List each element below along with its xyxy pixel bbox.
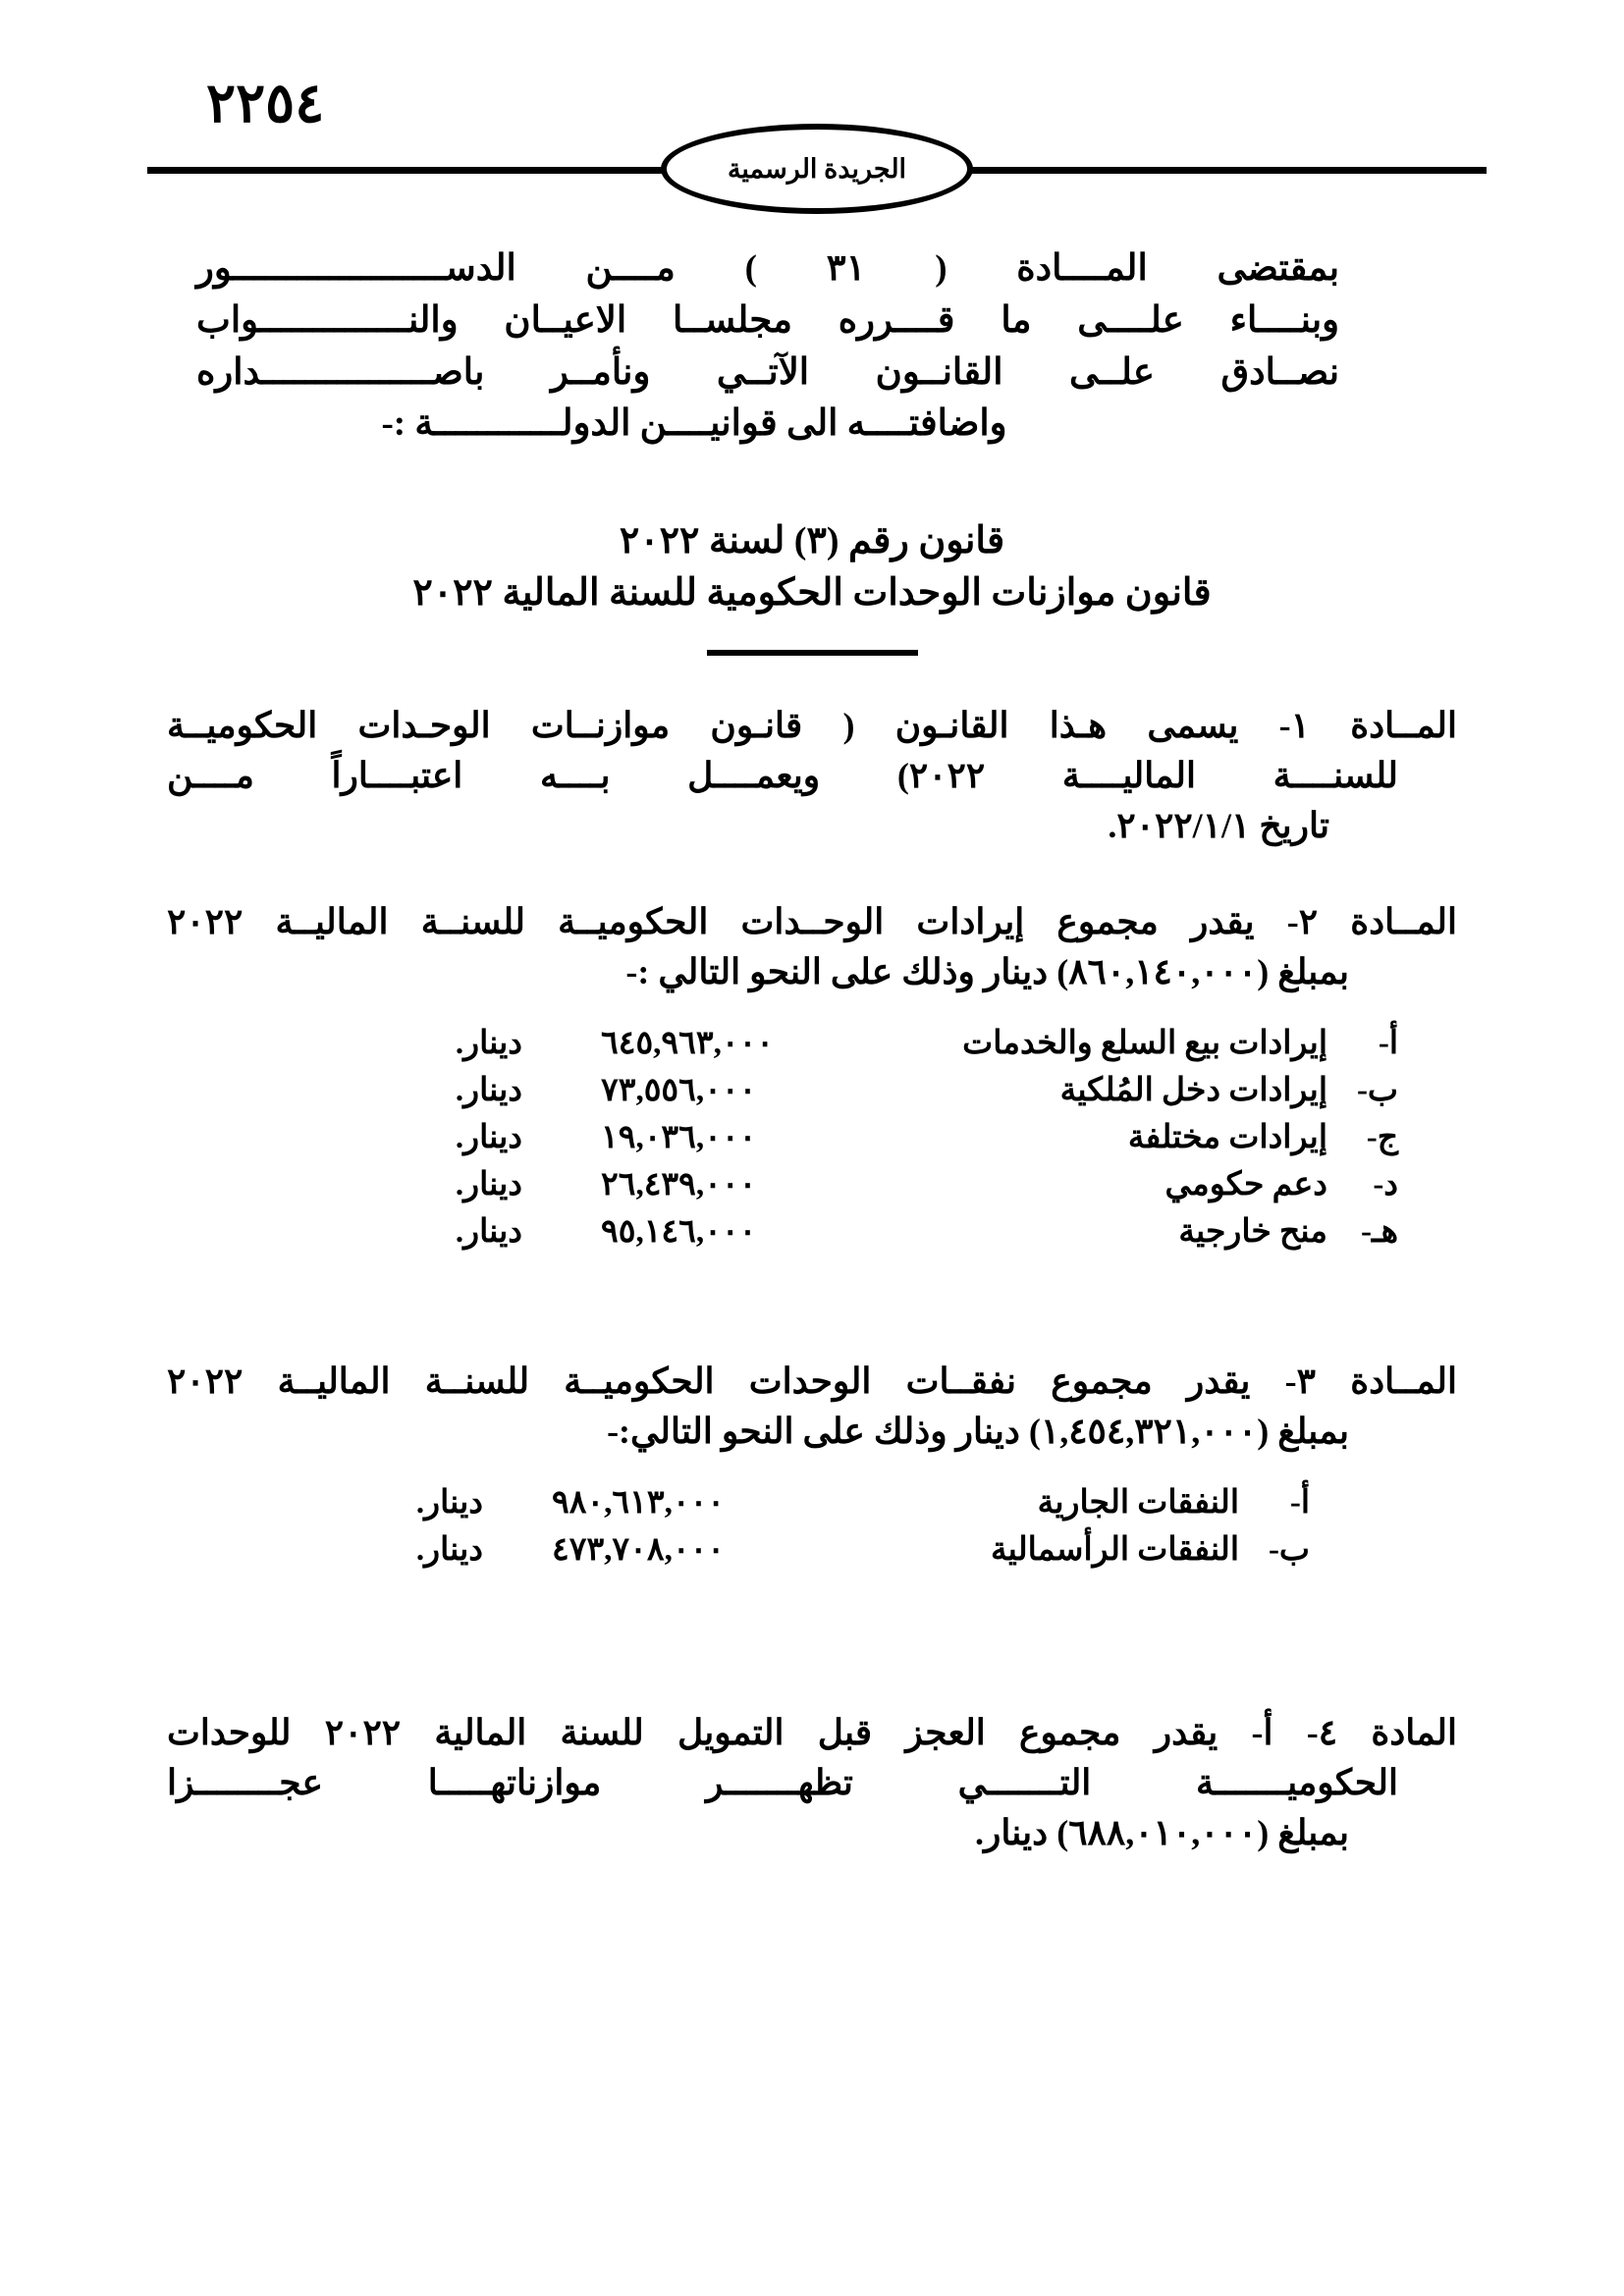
preamble-block (167, 245, 1457, 449)
revenue-item-amount: ٦٤٥,٩٦٣,٠٠٠ (601, 1025, 775, 1061)
article-1 (167, 701, 1457, 851)
preamble-line-1: بمقتضى المــــادة ( ٣١ ) مــــن الدســــــــــــــــــــور (196, 248, 1339, 289)
revenue-item-unit: دينار. (455, 1166, 522, 1202)
section-gap (167, 1255, 1457, 1311)
expense-item-unit: دينار. (415, 1531, 483, 1568)
article-4-line-3: بمبلغ (٦٨٨,٠١٠,٠٠٠) دينار. (974, 1813, 1349, 1853)
revenue-item-label: منح خارجية (1178, 1213, 1327, 1250)
revenue-item-key: أ- (1378, 1025, 1398, 1061)
preamble-line-4: واضافتــــه الى قوانيــــن الدولــــــــــــة :- (381, 403, 1007, 445)
table-row (405, 1066, 1398, 1113)
article-2-line-2: بمبلغ (٨٦٠,١٤٠,٠٠٠) دينار وذلك على النحو التالي :- (625, 951, 1349, 991)
title-divider (707, 650, 918, 656)
table-row (365, 1478, 1310, 1525)
revenue-item-label: إيرادات دخل المُلكية (1059, 1072, 1327, 1108)
revenue-item-label: دعم حكومي (1164, 1166, 1327, 1202)
table-row (405, 1019, 1398, 1066)
gazette-name: الجريدة الرسمية (727, 153, 907, 184)
revenue-item-key: ج- (1366, 1119, 1398, 1155)
article-2-line-1: المــادة ٢- يقدر مجموع إيرادات الوحــدات الحكوميــة للسنــة الماليــة ٢٠٢٢ (167, 901, 1457, 941)
revenue-item-unit: دينار. (455, 1072, 522, 1108)
revenue-item-label: إيرادات مختلفة (1127, 1119, 1327, 1155)
document-body (0, 245, 1624, 1858)
article-2 (167, 897, 1457, 1255)
article-1-line-1: المــادة ١- يسمى هـذا القانـون ( قانـون موازنــات الوحـدات الحكوميــة (167, 706, 1457, 746)
article-4-line-2: الحكوميـــــــة التـــــــي تظهـــــــر موازناتهـــــا عجــــــــزا (167, 1763, 1398, 1803)
article-1-line-3: تاريخ ٢٠٢٢/١/١. (1108, 806, 1329, 846)
revenue-item-amount: ٩٥,١٤٦,٠٠٠ (601, 1213, 757, 1250)
expense-item-unit: دينار. (415, 1484, 483, 1521)
revenue-item-label: إيرادات بيع السلع والخدمات (962, 1025, 1327, 1061)
section-gap (167, 1573, 1457, 1663)
law-title-block (167, 515, 1457, 656)
expense-item-amount: ٩٨٠,٦١٣,٠٠٠ (552, 1484, 726, 1521)
expense-item-amount: ٤٧٣,٧٠٨,٠٠٠ (552, 1531, 726, 1568)
page-number: ٢٢٥٤ (206, 74, 325, 134)
expense-item-label: النفقات الرأسمالية (990, 1531, 1239, 1568)
expense-item-label: النفقات الجارية (1037, 1484, 1239, 1521)
law-subject-title: قانون موازنات الوحدات الحكومية للسنة المالية ٢٠٢٢ (412, 571, 1212, 614)
article-3-line-2: بمبلغ (١,٤٥٤,٣٢١,٠٠٠) دينار وذلك على النحو التالي:- (607, 1411, 1349, 1451)
article-1-line-2: للسنــــة الماليــــة ٢٠٢٢) ويعمــــل بــــه اعتبــــاراً مــــن (167, 756, 1398, 796)
masthead (147, 74, 1487, 214)
revenue-item-unit: دينار. (455, 1119, 522, 1155)
expense-item-key: أ- (1289, 1484, 1310, 1521)
revenue-item-amount: ٢٦,٤٣٩,٠٠٠ (601, 1166, 757, 1202)
revenue-item-unit: دينار. (455, 1213, 522, 1250)
revenue-item-key: د- (1373, 1166, 1398, 1202)
gazette-emblem (661, 124, 973, 214)
revenue-items-table (405, 1019, 1398, 1255)
article-3 (167, 1357, 1457, 1573)
expense-items-table (365, 1478, 1310, 1573)
preamble-line-3: نصــادق علــى القانــون الآتــي ونأمــر باصــــــــــــــــداره (196, 351, 1339, 393)
revenue-item-key: ب- (1356, 1072, 1398, 1108)
preamble-line-2: وبنــــاء علــــى ما قــــرره مجلســا الاعيــان والنــــــــــــــواب (196, 299, 1339, 341)
article-4-line-1: المادة ٤- أ- يقدر مجموع العجز قبل التمويل للسنة المالية ٢٠٢٢ للوحدات (167, 1712, 1457, 1752)
article-4 (167, 1708, 1457, 1858)
law-number-title: قانون رقم (٣) لسنة ٢٠٢٢ (619, 520, 1005, 562)
table-row (405, 1113, 1398, 1160)
table-row (405, 1207, 1398, 1255)
revenue-item-amount: ١٩,٠٣٦,٠٠٠ (601, 1119, 757, 1155)
revenue-item-key: هـ- (1360, 1213, 1398, 1250)
table-row (405, 1160, 1398, 1207)
article-3-line-1: المــادة ٣- يقدر مجموع نفقــات الوحدات الحكوميــة للسنــة الماليــة ٢٠٢٢ (167, 1361, 1457, 1401)
revenue-item-amount: ٧٣,٥٥٦,٠٠٠ (601, 1072, 757, 1108)
expense-item-key: ب- (1268, 1531, 1310, 1568)
table-row (365, 1525, 1310, 1573)
revenue-item-unit: دينار. (455, 1025, 522, 1061)
